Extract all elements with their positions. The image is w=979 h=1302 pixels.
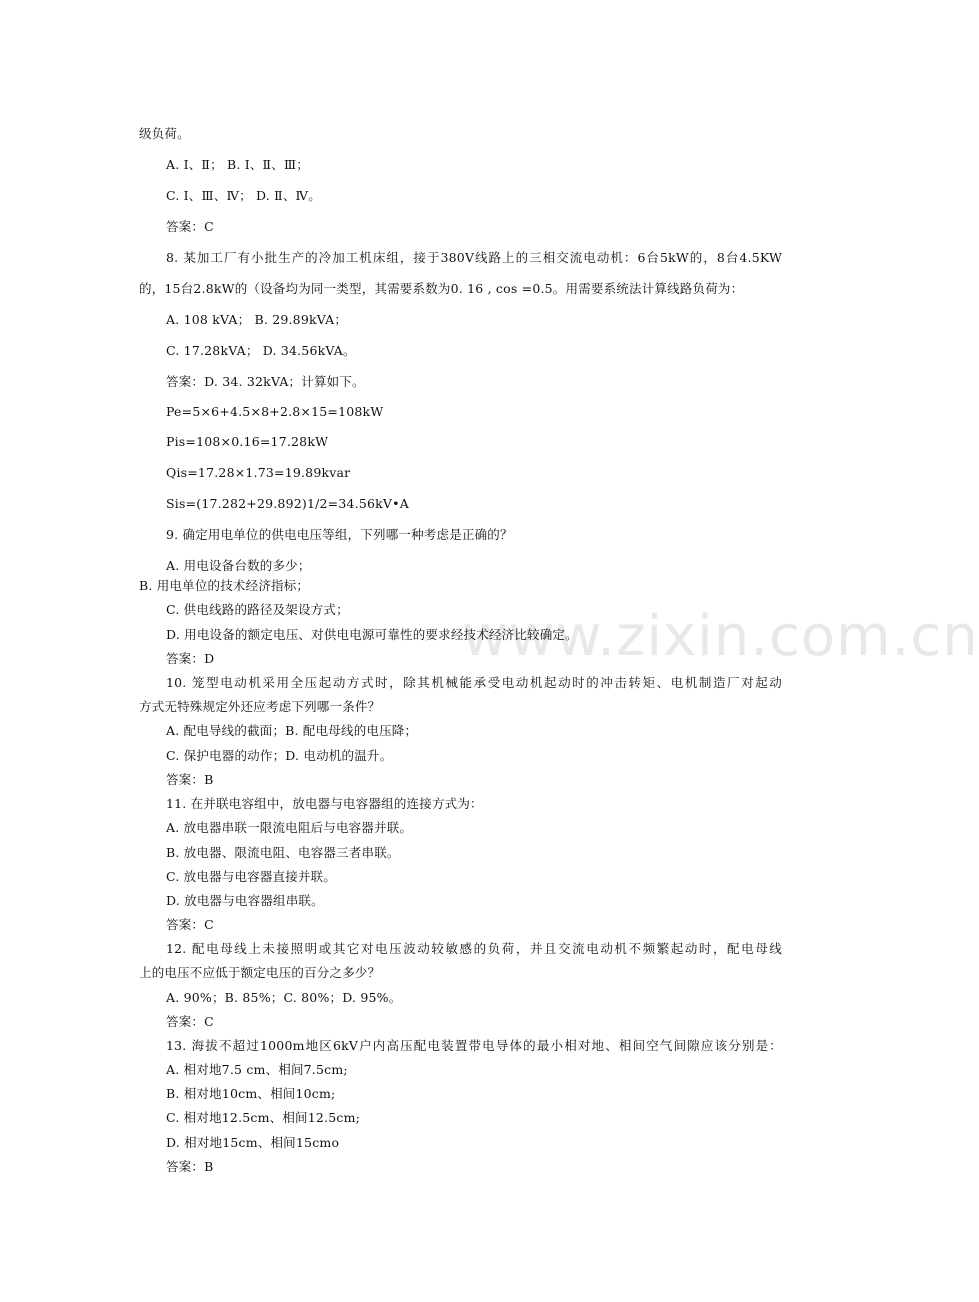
text-line: 11. 在并联电容组中，放电器与电容器组的连接方式为： — [166, 796, 483, 811]
text-line: C. 供电线路的路径及架设方式； — [166, 602, 349, 617]
text-line: D. 放电器与电容器组串联。 — [166, 893, 324, 908]
watermark: www.zixin.com.cn — [462, 604, 979, 669]
text-line: C. 17.28kVA； D. 34.56kVA。 — [166, 343, 356, 358]
text-line: A. 用电设备台数的多少； — [166, 558, 311, 573]
text-line: B. 放电器、限流电阻、电容器三者串联。 — [166, 845, 400, 860]
text-line: A. 配电导线的截面；B. 配电母线的电压降； — [166, 723, 418, 738]
text-line: C. 放电器与电容器直接并联。 — [166, 869, 337, 884]
text-line: D. 用电设备的额定电压、对供电电源可靠性的要求经技术经济比较确定。 — [166, 627, 578, 642]
text-line: A. 108 kVA； B. 29.89kVA； — [166, 312, 348, 327]
text-line: 8. 某加工厂有小批生产的冷加工机床组，接于380V线路上的三相交流电动机：6台5kW的，8台4.5KW — [166, 250, 782, 265]
text-line: Pis=108×0.16=17.28kW — [166, 434, 329, 449]
text-line: A. Ⅰ、Ⅱ； B. Ⅰ、Ⅱ、Ⅲ； — [166, 157, 309, 172]
text-line: 答案：C — [166, 1014, 214, 1029]
text-line: 的，15台2.8kW的（设备均为同一类型，其需要系数为0. 16 , cos =0.5。用需要系统法计算线路负荷为： — [139, 281, 744, 296]
text-line: 答案：C — [166, 219, 214, 234]
text-line: 12. 配电母线上未接照明或其它对电压波动较敏感的负荷，并且交流电动机不频繁起动时，配电母线 — [166, 941, 782, 956]
text-line: Pe=5×6+4.5×8+2.8×15=108kW — [166, 404, 384, 419]
text-line: 答案：D. 34. 32kVA；计算如下。 — [166, 374, 365, 389]
text-line: Qis=17.28×1.73=19.89kvar — [166, 465, 351, 480]
text-line: 答案：B — [166, 1159, 214, 1174]
text-line: B. 相对地10cm、相间10cm; — [166, 1086, 336, 1101]
text-line: 答案：D — [166, 651, 215, 666]
text-line: C. 相对地12.5cm、相间12.5cm; — [166, 1110, 361, 1125]
text-line: 级负荷。 — [139, 126, 190, 141]
text-line: 答案：C — [166, 917, 214, 932]
text-line: 上的电压不应低于额定电压的百分之多少？ — [139, 965, 381, 980]
text-line: 13. 海拔不超过1000m地区6kV户内高压配电装置带电导体的最小相对地、相间空气间隙应该分别是： — [166, 1038, 782, 1053]
text-line: A. 相对地7.5 cm、相间7.5cm; — [166, 1062, 348, 1077]
text-line: 答案：B — [166, 772, 214, 787]
text-line: 方式无特殊规定外还应考虑下列哪一条件？ — [139, 699, 381, 714]
text-line: 9. 确定用电单位的供电电压等组，下列哪一种考虑是正确的？ — [166, 527, 513, 542]
text-line: Sis=(17.282+29.892)1/2=34.56kV•A — [166, 496, 409, 511]
text-line: B. 用电单位的技术经济指标； — [139, 578, 310, 593]
text-line: D. 相对地15cm、相间15cmo — [166, 1135, 340, 1150]
text-line: 10. 笼型电动机采用全压起动方式时，除其机械能承受电动机起动时的冲击转矩、电机制造厂对起动 — [166, 675, 782, 690]
text-line: A. 90%；B. 85%；C. 80%；D. 95%。 — [166, 990, 402, 1005]
text-line: A. 放电器串联一限流电阻后与电容器并联。 — [166, 820, 413, 835]
text-line: C. 保护电器的动作；D. 电动机的温升。 — [166, 748, 393, 763]
text-line: C. Ⅰ、Ⅲ、Ⅳ； D. Ⅱ、Ⅳ。 — [166, 188, 321, 203]
